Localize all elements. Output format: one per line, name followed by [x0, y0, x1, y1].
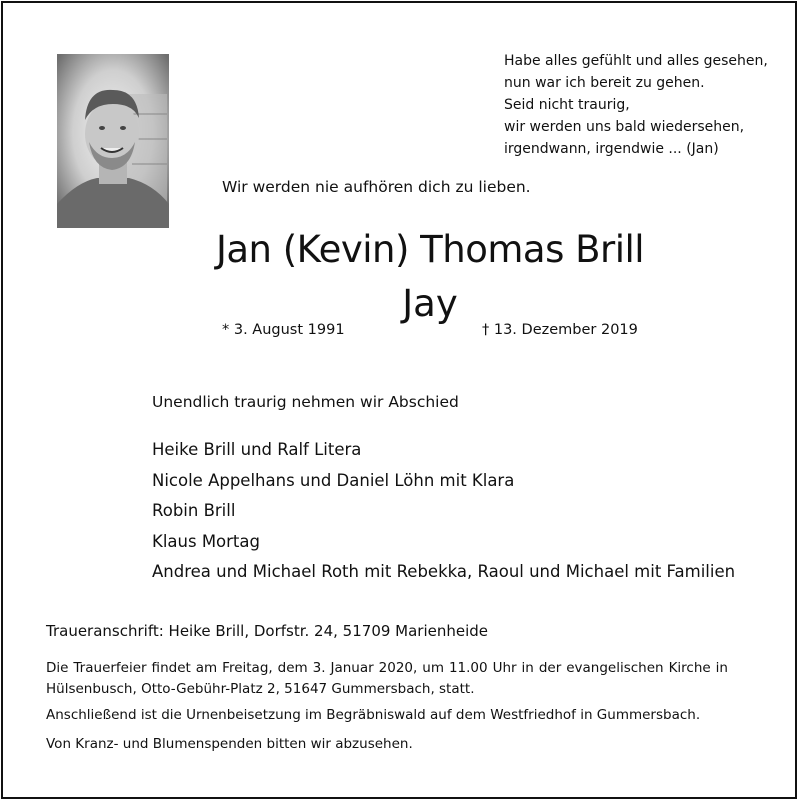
- portrait-photo: [57, 54, 169, 228]
- mourner-line: Robin Brill: [152, 501, 236, 520]
- poem-line: Habe alles gefühlt und alles gesehen,: [504, 53, 768, 69]
- mourner-line: Heike Brill und Ralf Litera: [152, 440, 362, 459]
- death-date: † 13. Dezember 2019: [482, 322, 638, 338]
- birth-date: * 3. August 1991: [222, 322, 345, 338]
- mourning-address: Traueranschrift: Heike Brill, Dorfstr. 24, 51709 Marienheide: [46, 622, 489, 640]
- deceased-name: Jan (Kevin) Thomas Brill: [215, 228, 645, 271]
- farewell-text: Unendlich traurig nehmen wir Abschied: [152, 393, 459, 411]
- tagline: Wir werden nie aufhören dich zu lieben.: [222, 178, 531, 196]
- deceased-nickname: Jay: [402, 282, 458, 325]
- flowers-note: Von Kranz- und Blumenspenden bitten wir abzusehen.: [46, 736, 413, 752]
- portrait-image: [57, 54, 169, 228]
- poem-line: nun war ich bereit zu gehen.: [504, 75, 705, 91]
- poem-line: wir werden uns bald wiedersehen,: [504, 119, 745, 135]
- poem-line: irgendwann, irgendwie ... (Jan): [504, 141, 719, 157]
- urn-burial-text: Anschließend ist die Urnenbeisetzung im Begräbniswald auf dem Westfriedhof in Gummersbach.: [46, 707, 701, 723]
- ceremony-text: Die Trauerfeier findet am Freitag, dem 3. Januar 2020, um 11.00 Uhr in der evangelischen Kirche in Hülsenbusch, Otto-Gebühr-Platz 2, 51647 Gummersbach, statt.: [46, 660, 728, 697]
- poem: [504, 50, 768, 160]
- mourner-line: Nicole Appelhans und Daniel Löhn mit Klara: [152, 470, 515, 490]
- mourners-list: [152, 435, 735, 588]
- poem-line: Seid nicht traurig,: [504, 97, 630, 113]
- mourner-line: Klaus Mortag: [152, 531, 260, 551]
- mourner-line: Andrea und Michael Roth mit Rebekka, Raoul und Michael mit Familien: [152, 562, 736, 581]
